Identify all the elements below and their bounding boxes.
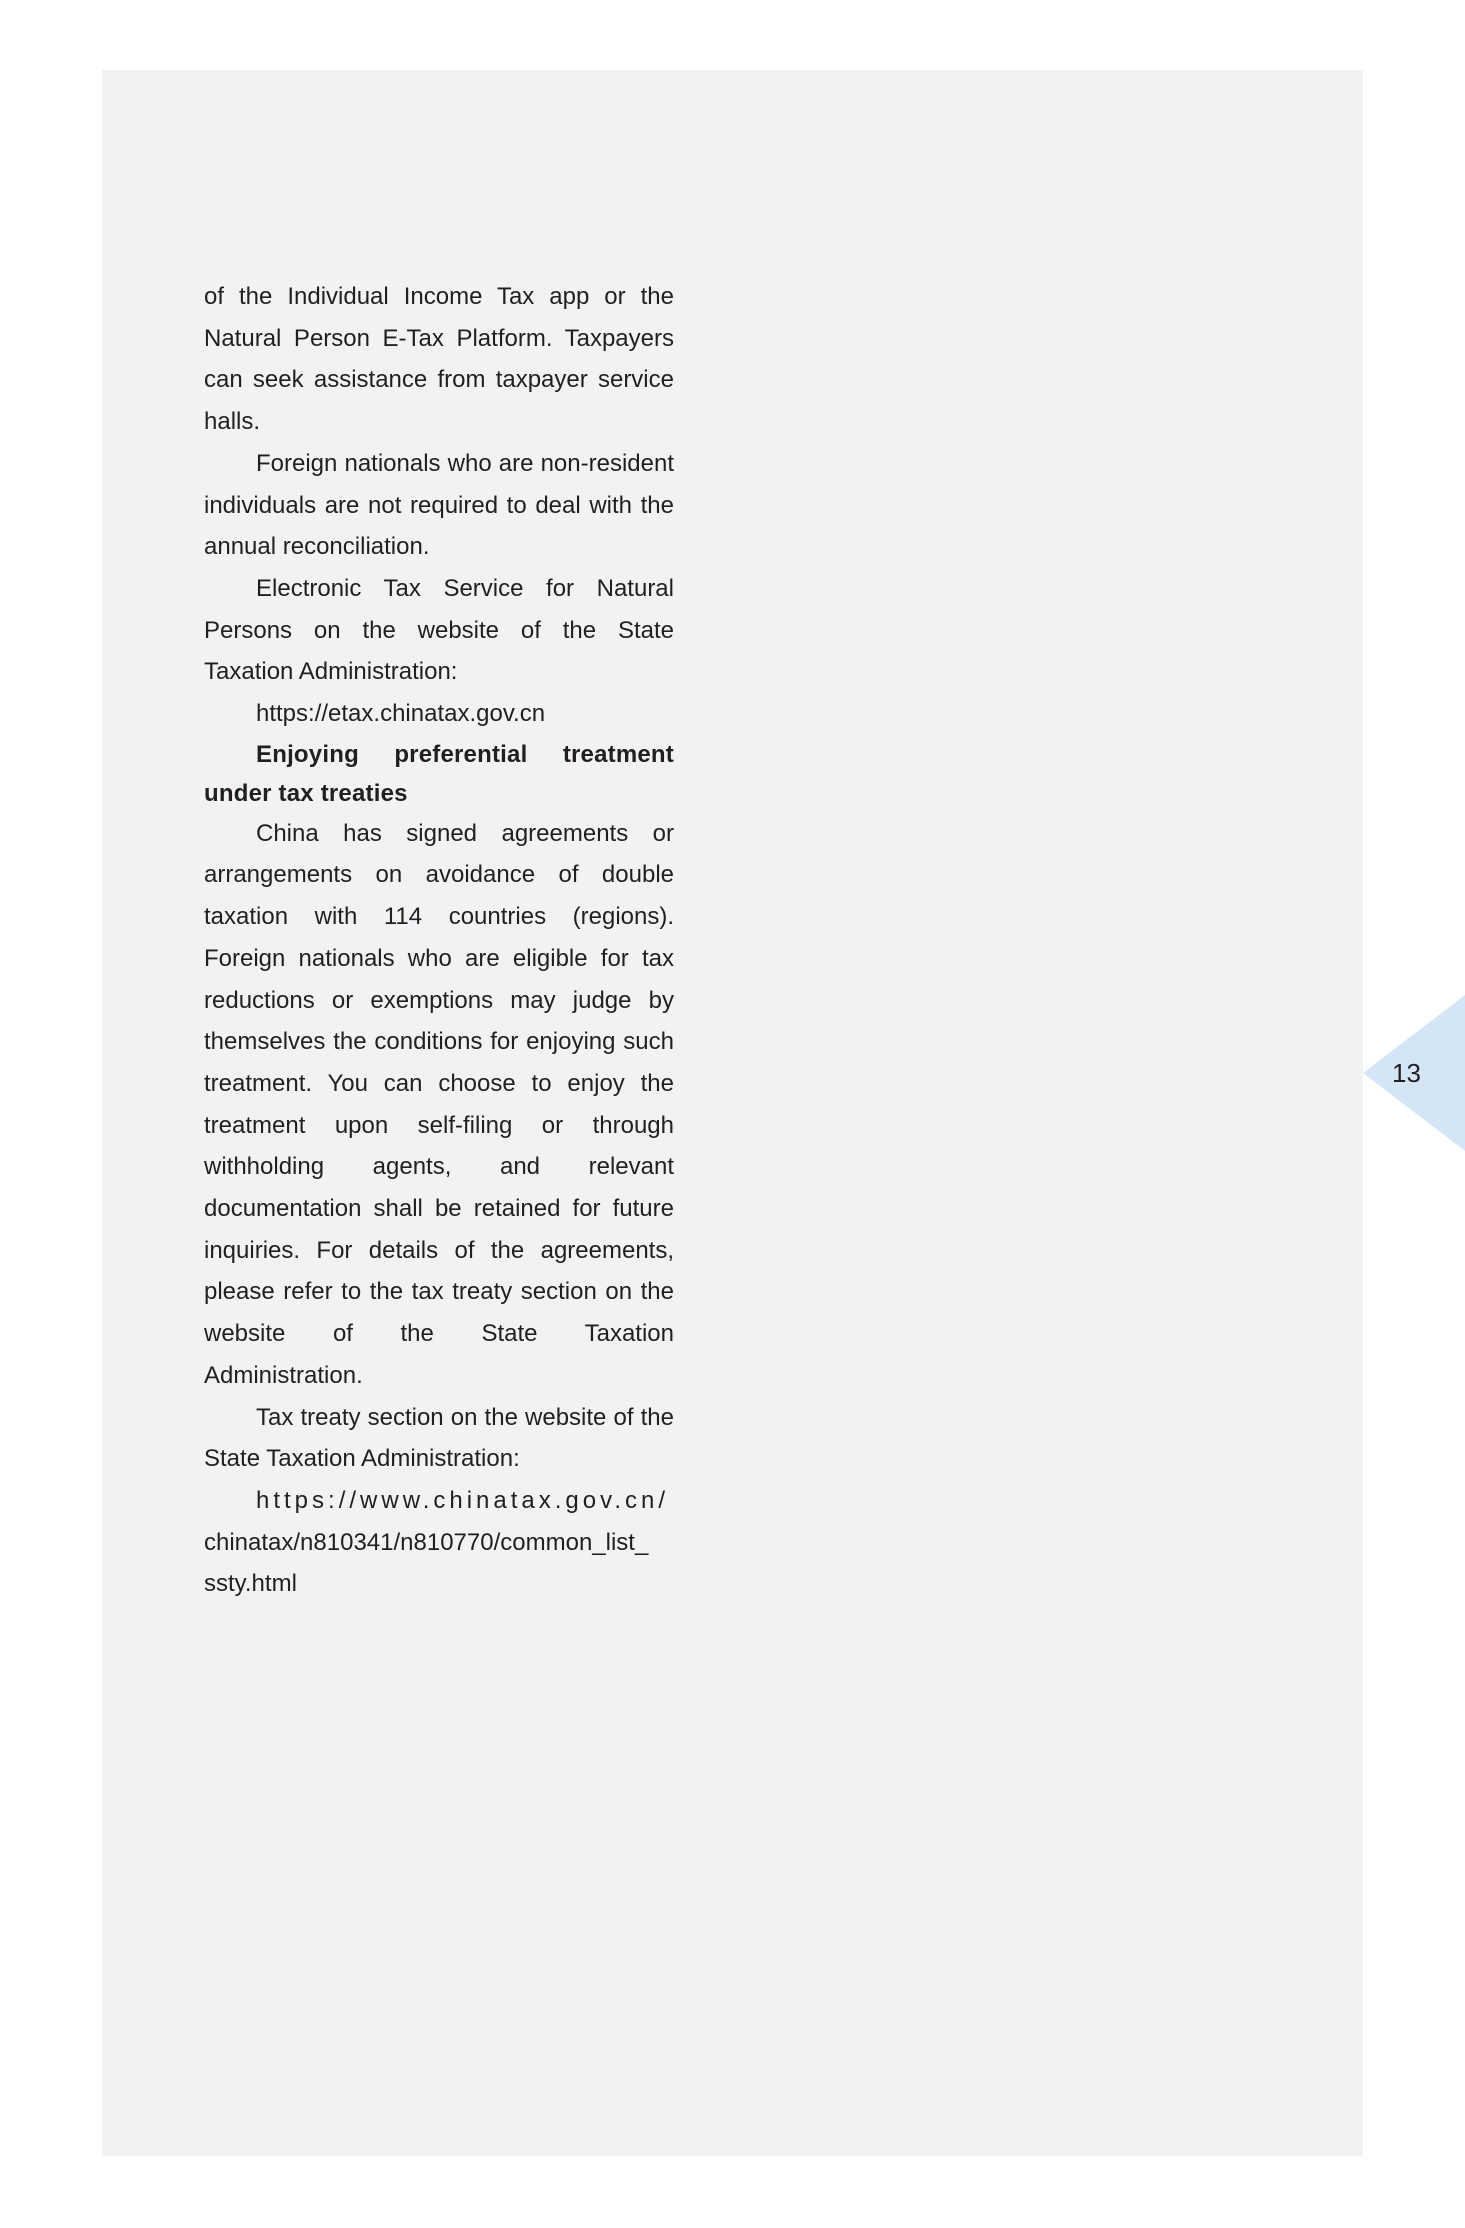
link-treaty-url-line3[interactable]: ssty.html — [204, 1570, 297, 1598]
paragraph-etax-service: Electronic Tax Service for Natural Persons on the website of the State Taxation Administration: — [204, 574, 674, 686]
text-column — [204, 276, 674, 1605]
paragraph-continuation: of the Individual Income Tax app or the Natural Person E-Tax Platform. Taxpayers can seek assistance from taxpayer service halls. — [204, 283, 674, 436]
paragraph-tax-treaties: China has signed agreements or arrangements on avoidance of double taxation with 114 countries (regions). Foreign nationals who are eligible for tax reductions or exemptions may judge by themselves the conditions for enjoying such treatment. You can choose to enjoy the treatment upon self-filing or through withholding agents, and relevant documentation shall be retained for future inquiries. For details of the agreements, please refer to the tax treaty section on the website of the State Taxation Administration. — [204, 819, 674, 1389]
paragraph-non-resident: Foreign nationals who are non-resident individuals are not required to deal with the annual reconciliation. — [204, 449, 674, 561]
section-heading: Enjoying preferential treatment under tax treaties — [204, 740, 674, 807]
link-treaty-url-line2[interactable]: chinatax/n810341/n810770/common_list_ — [204, 1528, 649, 1556]
link-etax-url[interactable]: https://etax.chinatax.gov.cn — [256, 700, 546, 728]
paragraph-treaty-section: Tax treaty section on the website of the State Taxation Administration: — [204, 1403, 674, 1473]
link-treaty-url-line1[interactable]: https://www.chinatax.gov.cn/ — [256, 1486, 670, 1514]
page-number: 13 — [1392, 1058, 1421, 1088]
